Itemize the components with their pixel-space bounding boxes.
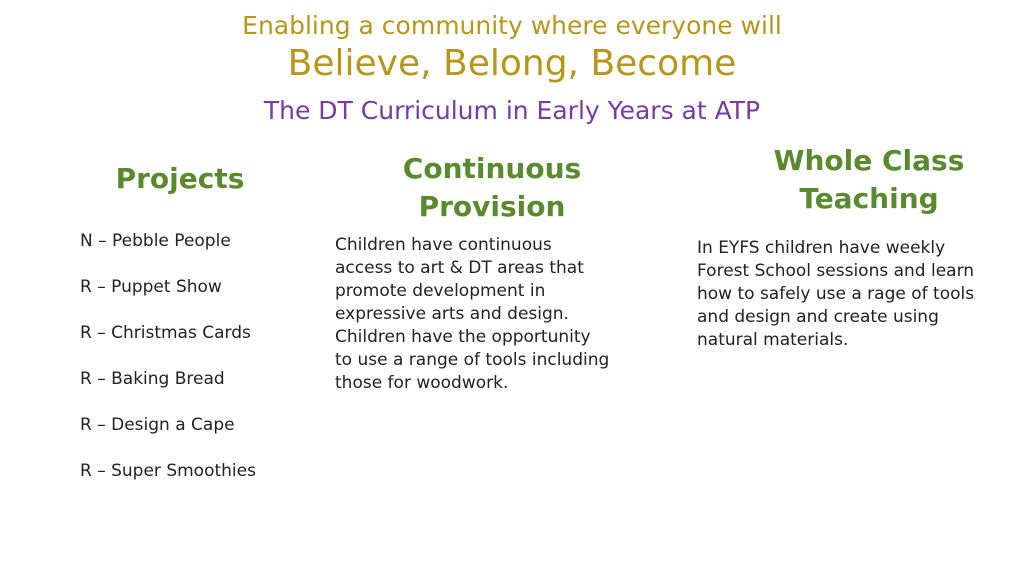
page-tagline: Enabling a community where everyone will [242, 11, 782, 40]
project-item: R – Puppet Show [80, 277, 222, 297]
whole-class-teaching-heading: Whole Class Teaching [773, 144, 965, 215]
project-item: R – Baking Bread [80, 369, 225, 389]
project-item: R – Design a Cape [80, 415, 235, 435]
project-item: R – Super Smoothies [80, 461, 256, 481]
continuous-provision-heading: Continuous Provision [402, 152, 582, 223]
school-motto: Believe, Belong, Become [287, 43, 737, 84]
project-item: R – Christmas Cards [80, 323, 251, 343]
continuous-provision-text: Children have continuous access to art & DT areas that promote development in expressive arts and design. Children have the opportunity to use a range of tools including those for woodwork. [335, 235, 610, 393]
project-item: N – Pebble People [80, 231, 231, 251]
projects-list [80, 230, 320, 506]
page-subtitle: The DT Curriculum in Early Years at ATP [263, 96, 761, 125]
whole-class-teaching-text: In EYFS children have weekly Forest School sessions and learn how to safely use a rage of tools and design and create using natural materials. [697, 238, 975, 350]
projects-heading: Projects [115, 162, 245, 195]
